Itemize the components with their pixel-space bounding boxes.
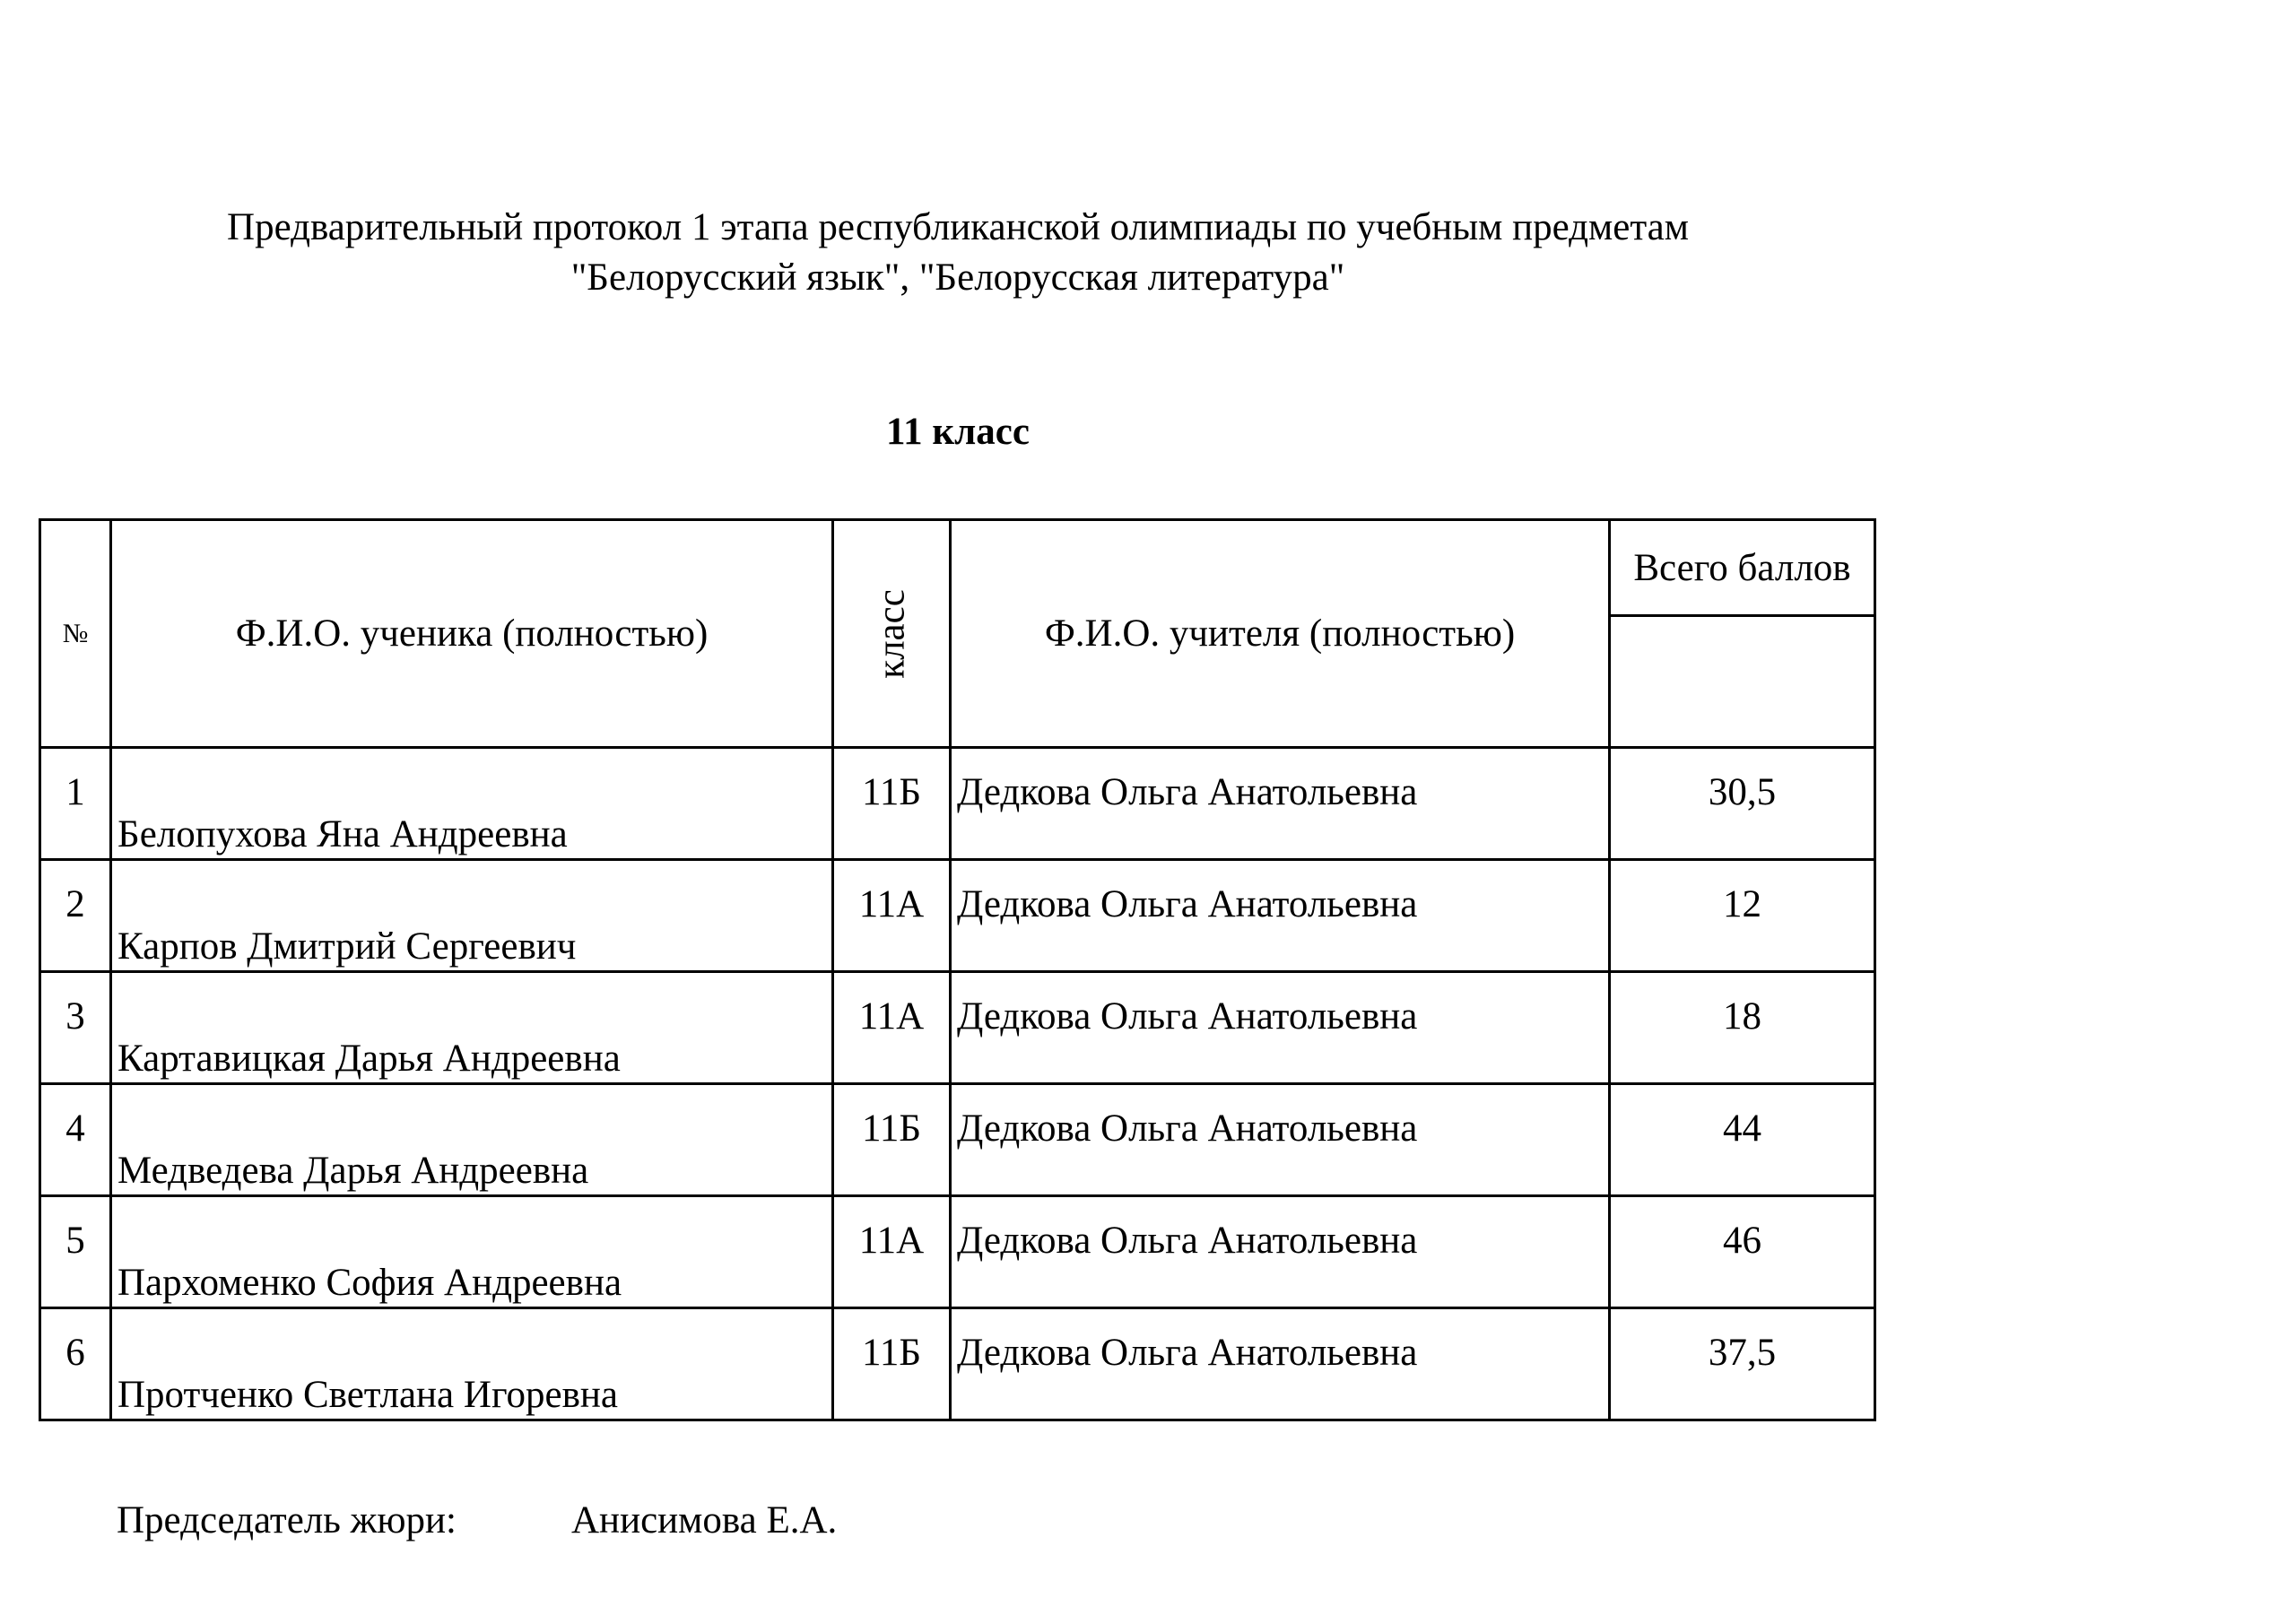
student-class: 11А: [833, 860, 951, 972]
table-row: [40, 972, 1875, 1084]
document-title-line-1: Предварительный протокол 1 этапа республиканской олимпиады по учебным предметам: [227, 206, 1689, 248]
student-class: 11Б: [833, 1084, 951, 1196]
table-header-row: [40, 520, 1875, 616]
header-class: класс: [870, 588, 913, 679]
table-row: [40, 1308, 1875, 1420]
student-class: 11А: [833, 1196, 951, 1308]
student-class: 11А: [833, 972, 951, 1084]
teacher-name: Дедкова Ольга Анатольевна: [951, 972, 1610, 1084]
student-name: Пархоменко София Андреевна: [111, 1196, 833, 1308]
student-class: 11Б: [833, 1308, 951, 1420]
header-score-subcell: [1610, 616, 1875, 748]
teacher-name: Дедкова Ольга Анатольевна: [951, 1308, 1610, 1420]
total-score: 12: [1610, 860, 1875, 972]
header-total-score: Всего баллов: [1610, 520, 1875, 616]
teacher-name: Дедкова Ольга Анатольевна: [951, 1196, 1610, 1308]
header-number: №: [40, 520, 111, 748]
student-name: Белопухова Яна Андреевна: [111, 748, 833, 860]
jury-chair-name: Анисимова Е.А.: [571, 1499, 838, 1541]
row-number: 4: [40, 1084, 111, 1196]
total-score: 44: [1610, 1084, 1875, 1196]
jury-chair-label: Председатель жюри:: [117, 1499, 457, 1541]
results-table: [39, 518, 1876, 1421]
table-row: [40, 1196, 1875, 1308]
total-score: 18: [1610, 972, 1875, 1084]
header-teacher-name: Ф.И.О. учителя (полностью): [951, 520, 1610, 748]
document-title-line-2: "Белорусский язык", "Белорусская литература": [570, 256, 1345, 299]
table-row: [40, 748, 1875, 860]
teacher-name: Дедкова Ольга Анатольевна: [951, 1084, 1610, 1196]
row-number: 5: [40, 1196, 111, 1308]
total-score: 30,5: [1610, 748, 1875, 860]
table-body: [40, 520, 1875, 1420]
student-name: Картавицкая Дарья Андреевна: [111, 972, 833, 1084]
row-number: 3: [40, 972, 111, 1084]
header-student-name: Ф.И.О. ученика (полностью): [111, 520, 833, 748]
row-number: 2: [40, 860, 111, 972]
total-score: 46: [1610, 1196, 1875, 1308]
student-name: Медведева Дарья Андреевна: [111, 1084, 833, 1196]
row-number: 6: [40, 1308, 111, 1420]
table-row: [40, 1084, 1875, 1196]
table-row: [40, 860, 1875, 972]
student-name: Карпов Дмитрий Сергеевич: [111, 860, 833, 972]
teacher-name: Дедкова Ольга Анатольевна: [951, 748, 1610, 860]
student-name: Протченко Светлана Игоревна: [111, 1308, 833, 1420]
header-class-cell: [833, 520, 951, 748]
row-number: 1: [40, 748, 111, 860]
grade-heading: 11 класс: [886, 411, 1030, 453]
student-class: 11Б: [833, 748, 951, 860]
teacher-name: Дедкова Ольга Анатольевна: [951, 860, 1610, 972]
total-score: 37,5: [1610, 1308, 1875, 1420]
